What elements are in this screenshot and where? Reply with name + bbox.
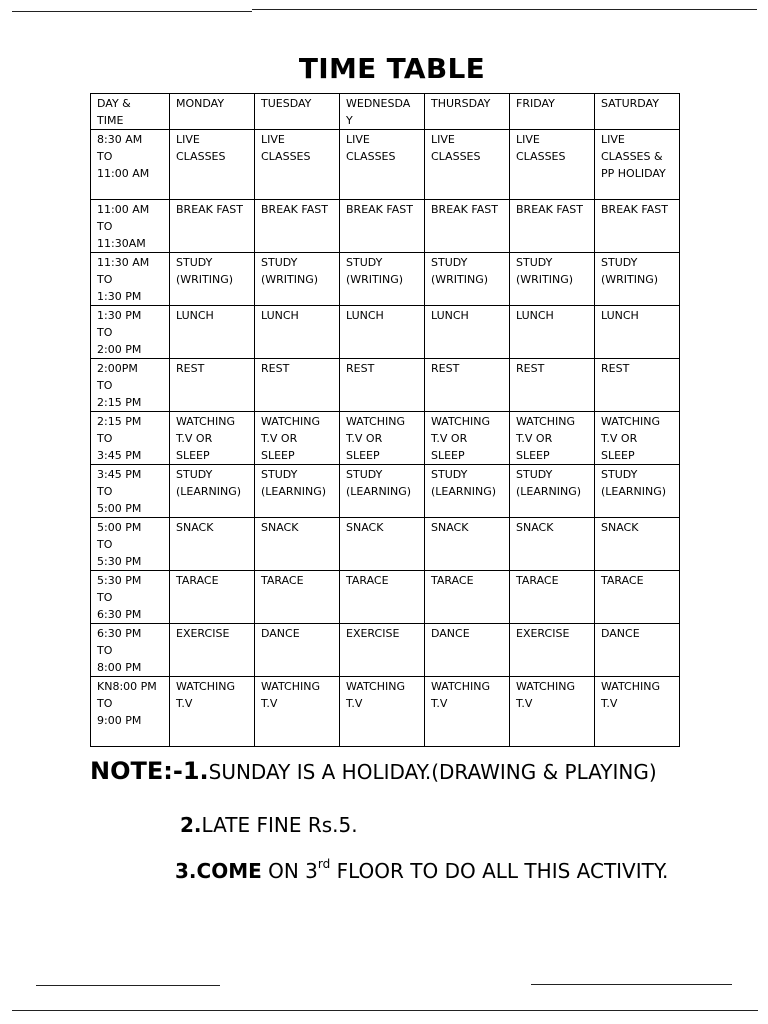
time-slot-cell: 3:45 PM TO 5:00 PM xyxy=(91,465,170,518)
table-row xyxy=(91,130,680,200)
note-2 xyxy=(180,813,358,837)
activity-cell-monday: STUDY (WRITING) xyxy=(170,253,255,306)
activity-cell-thursday: WATCHING T.V OR SLEEP xyxy=(425,412,510,465)
note-3-label: 3.COME xyxy=(175,859,262,883)
activity-cell-thursday: SNACK xyxy=(425,518,510,571)
note-2-label: 2. xyxy=(180,813,202,837)
header-cell-thursday: THURSDAY xyxy=(425,94,510,130)
activity-cell-tuesday: LIVE CLASSES xyxy=(255,130,340,200)
activity-cell-wednesday: EXERCISE xyxy=(340,624,425,677)
activity-cell-friday: EXERCISE xyxy=(510,624,595,677)
activity-cell-friday: LUNCH xyxy=(510,306,595,359)
time-slot-cell: 2:00PM TO 2:15 PM xyxy=(91,359,170,412)
time-table xyxy=(90,93,680,747)
activity-cell-thursday: LUNCH xyxy=(425,306,510,359)
activity-cell-thursday: WATCHING T.V xyxy=(425,677,510,747)
activity-cell-monday: TARACE xyxy=(170,571,255,624)
activity-cell-saturday: LIVE CLASSES & PP HOLIDAY xyxy=(595,130,680,200)
activity-cell-wednesday: BREAK FAST xyxy=(340,200,425,253)
activity-cell-friday: WATCHING T.V OR SLEEP xyxy=(510,412,595,465)
activity-cell-saturday: SNACK xyxy=(595,518,680,571)
activity-cell-wednesday: LIVE CLASSES xyxy=(340,130,425,200)
page-title: TIME TABLE xyxy=(298,52,486,85)
activity-cell-tuesday: BREAK FAST xyxy=(255,200,340,253)
header-cell-time: DAY & TIME xyxy=(91,94,170,130)
time-slot-cell: 11:30 AM TO 1:30 PM xyxy=(91,253,170,306)
activity-cell-thursday: STUDY (WRITING) xyxy=(425,253,510,306)
time-slot-cell: 6:30 PM TO 8:00 PM xyxy=(91,624,170,677)
header-row xyxy=(91,94,680,130)
activity-cell-saturday: DANCE xyxy=(595,624,680,677)
note-3-text-b: FLOOR TO DO ALL THIS ACTIVITY. xyxy=(330,859,669,883)
activity-cell-monday: STUDY (LEARNING) xyxy=(170,465,255,518)
activity-cell-thursday: DANCE xyxy=(425,624,510,677)
activity-cell-wednesday: WATCHING T.V OR SLEEP xyxy=(340,412,425,465)
activity-cell-tuesday: LUNCH xyxy=(255,306,340,359)
header-cell-friday: FRIDAY xyxy=(510,94,595,130)
activity-cell-friday: TARACE xyxy=(510,571,595,624)
activity-cell-friday: LIVE CLASSES xyxy=(510,130,595,200)
time-slot-cell: 8:30 AM TO 11:00 AM xyxy=(91,130,170,200)
activity-cell-thursday: LIVE CLASSES xyxy=(425,130,510,200)
table-body xyxy=(91,130,680,747)
signature-line-left xyxy=(36,985,220,986)
time-slot-cell: 1:30 PM TO 2:00 PM xyxy=(91,306,170,359)
table-row xyxy=(91,306,680,359)
table-row xyxy=(91,412,680,465)
activity-cell-thursday: STUDY (LEARNING) xyxy=(425,465,510,518)
activity-cell-tuesday: DANCE xyxy=(255,624,340,677)
activity-cell-thursday: TARACE xyxy=(425,571,510,624)
bottom-rule xyxy=(12,1010,758,1011)
time-slot-cell: KN8:00 PM TO 9:00 PM xyxy=(91,677,170,747)
note-1-label: NOTE:-1. xyxy=(90,757,209,785)
activity-cell-monday: WATCHING T.V xyxy=(170,677,255,747)
activity-cell-monday: WATCHING T.V OR SLEEP xyxy=(170,412,255,465)
top-rule-right xyxy=(252,9,757,10)
activity-cell-tuesday: SNACK xyxy=(255,518,340,571)
activity-cell-wednesday: STUDY (LEARNING) xyxy=(340,465,425,518)
activity-cell-wednesday: TARACE xyxy=(340,571,425,624)
note-3-text-a: ON 3 xyxy=(261,859,318,883)
table-row xyxy=(91,518,680,571)
activity-cell-tuesday: TARACE xyxy=(255,571,340,624)
activity-cell-monday: BREAK FAST xyxy=(170,200,255,253)
activity-cell-wednesday: STUDY (WRITING) xyxy=(340,253,425,306)
header-cell-tuesday: TUESDAY xyxy=(255,94,340,130)
activity-cell-monday: LIVE CLASSES xyxy=(170,130,255,200)
activity-cell-monday: LUNCH xyxy=(170,306,255,359)
table-row xyxy=(91,200,680,253)
activity-cell-tuesday: WATCHING T.V xyxy=(255,677,340,747)
time-slot-cell: 11:00 AM TO 11:30AM xyxy=(91,200,170,253)
activity-cell-monday: REST xyxy=(170,359,255,412)
activity-cell-wednesday: SNACK xyxy=(340,518,425,571)
activity-cell-saturday: TARACE xyxy=(595,571,680,624)
note-1-text: SUNDAY IS A HOLIDAY.(DRAWING & PLAYING) xyxy=(208,760,657,784)
activity-cell-friday: STUDY (LEARNING) xyxy=(510,465,595,518)
activity-cell-tuesday: REST xyxy=(255,359,340,412)
table-row xyxy=(91,253,680,306)
activity-cell-saturday: STUDY (LEARNING) xyxy=(595,465,680,518)
activity-cell-friday: BREAK FAST xyxy=(510,200,595,253)
activity-cell-saturday: BREAK FAST xyxy=(595,200,680,253)
activity-cell-tuesday: STUDY (LEARNING) xyxy=(255,465,340,518)
note-2-text: LATE FINE Rs.5. xyxy=(201,813,358,837)
table-row xyxy=(91,677,680,747)
activity-cell-saturday: LUNCH xyxy=(595,306,680,359)
top-rule-left xyxy=(12,11,252,12)
time-slot-cell: 5:30 PM TO 6:30 PM xyxy=(91,571,170,624)
activity-cell-wednesday: LUNCH xyxy=(340,306,425,359)
note-3 xyxy=(175,859,668,883)
header-cell-saturday: SATURDAY xyxy=(595,94,680,130)
note-3-superscript: rd xyxy=(317,857,331,871)
table-row xyxy=(91,359,680,412)
activity-cell-friday: WATCHING T.V xyxy=(510,677,595,747)
time-slot-cell: 5:00 PM TO 5:30 PM xyxy=(91,518,170,571)
signature-line-right xyxy=(531,984,732,985)
activity-cell-tuesday: WATCHING T.V OR SLEEP xyxy=(255,412,340,465)
table-row xyxy=(91,624,680,677)
activity-cell-thursday: REST xyxy=(425,359,510,412)
activity-cell-tuesday: STUDY (WRITING) xyxy=(255,253,340,306)
activity-cell-saturday: STUDY (WRITING) xyxy=(595,253,680,306)
activity-cell-monday: EXERCISE xyxy=(170,624,255,677)
activity-cell-wednesday: WATCHING T.V xyxy=(340,677,425,747)
table-row xyxy=(91,465,680,518)
activity-cell-thursday: BREAK FAST xyxy=(425,200,510,253)
activity-cell-friday: SNACK xyxy=(510,518,595,571)
activity-cell-monday: SNACK xyxy=(170,518,255,571)
note-1 xyxy=(90,757,657,785)
activity-cell-friday: STUDY (WRITING) xyxy=(510,253,595,306)
header-cell-monday: MONDAY xyxy=(170,94,255,130)
activity-cell-wednesday: REST xyxy=(340,359,425,412)
activity-cell-saturday: WATCHING T.V OR SLEEP xyxy=(595,412,680,465)
table-row xyxy=(91,571,680,624)
header-cell-wednesday: WEDNESDA Y xyxy=(340,94,425,130)
time-slot-cell: 2:15 PM TO 3:45 PM xyxy=(91,412,170,465)
activity-cell-saturday: WATCHING T.V xyxy=(595,677,680,747)
activity-cell-friday: REST xyxy=(510,359,595,412)
activity-cell-saturday: REST xyxy=(595,359,680,412)
